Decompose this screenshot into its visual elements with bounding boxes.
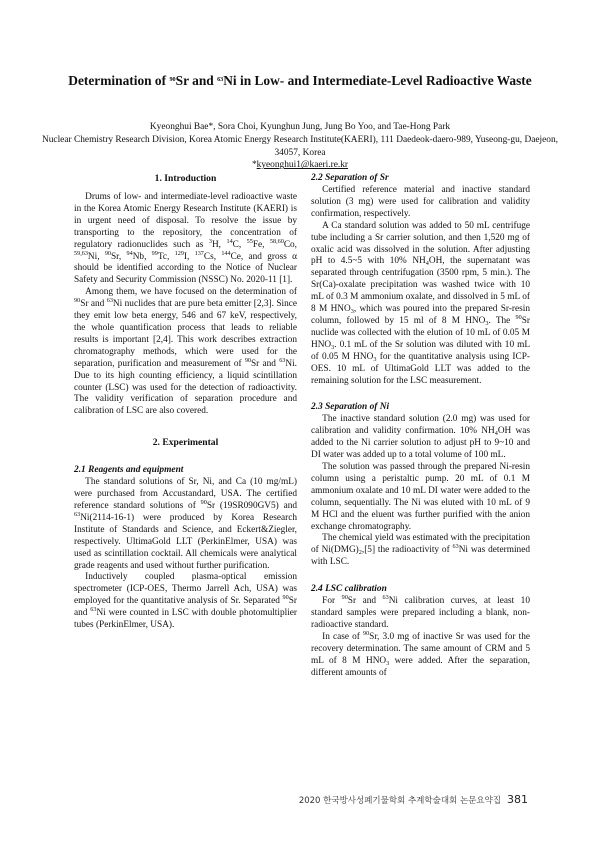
email-line: *kyeonghui1@kaeri.re.kr	[251, 160, 349, 171]
reagents-paragraph-1: The standard solutions of Sr, Ni, and Ca (10 mg/mL) were purchased from Accustandard, USA. The certified reference standard solutions of $^{90}$Sr (19SR090GV5) and $^{63}$Ni(2114-16-1) were produced by Korea Research Institute of Standards and Science, and Eckert&Ziegler, respectively. UltimaGold LLT (PerkinElmer, USA) was used as scintillation cocktail. All chemicals were analytical grade reagents and used without further purification.	[74, 477, 297, 571]
paper-title: Determination of $^{90}$Sr and $^{63}$Ni in Low- and Intermediate-Level Radioactive Waste	[68, 73, 532, 88]
author-names: Kyeonghui Bae*, Sora Choi, Kyunghun Jung, Jung Bo Yoo, and Tae-Hong Park	[149, 122, 451, 132]
subsection-heading-reagents: 2.1 Reagents and equipment	[74, 465, 184, 476]
author-block	[40, 121, 560, 172]
right-column	[311, 172, 530, 680]
lsc-paragraph-2: In case of $^{90}$Sr, 3.0 mg of inactive Sr was used for the recovery determination. The same amount of CRM and 5 mL of 8 M $HNO_3$ were added. After the separation, different amounts of	[311, 629, 530, 678]
sep-ni-paragraph-3: The chemical yield was estimated with the precipitation of $Ni(DMG)_2,[5]$ the radioactivity of $^{63}$Ni was determined with LSC.	[311, 533, 530, 568]
email-link[interactable]: kyeonghui1@kaeri.re.kr	[256, 160, 349, 171]
section-heading-introduction: 1. Introduction	[154, 173, 217, 184]
section-heading-experimental: 2. Experimental	[152, 437, 219, 449]
sep-sr-paragraph-1: Certified reference material and inactive standard solution (3 mg) were used for calibration and validity confirmation, respectively.	[311, 185, 530, 219]
subsection-heading-separation-ni: 2.3 Separation of Ni	[311, 402, 390, 413]
reagents-paragraph-2: Inductively coupled plasma-optical emission spectrometer (ICP-OES, Thermo Jarrell Ach, USA) was employed for the quantitative analysis of Sr. Separated $^{90}$Sr and $^{63}$Ni were counted in LSC with double photomultiplier tubes (PerkinElmer, USA).	[74, 572, 298, 631]
sep-ni-paragraph-2: The solution was passed through the prepared Ni-resin column using a peristaltic pump. 20 mL of 0.1 M ammonium oxalate and 10 mL DI water were added to the column, sequentially. The Ni was eluted with 10 mL of 9 M HCl and the eluent was further purified with the anion exchange chromatography.	[311, 462, 530, 532]
subsection-heading-lsc-calibration: 2.4 LSC calibration	[311, 584, 387, 595]
page-number: 381	[507, 793, 528, 806]
intro-paragraph-1: Drums of low- and intermediate-level radioactive waste in the Korea Atomic Energy Research Institute (KAERI) is in urgent need of disposal. To resolve the issue by transporting to the repository, the concentration of regulatory radionuclides such as $^3$H, $^{14}$C, $^{55}$Fe, $^{58,60}$Co, $^{59,63}$Ni, $^{90}$Sr, $^{94}$Nb, $^{99}$Tc, $^{129}$I, $^{137}$Cs, $^{144}$Ce, and gross α should be identified according to the Notice of Nuclear Safety and Security Commission (NSSC) No. 2020-11 [1].	[74, 192, 298, 286]
affiliation: Nuclear Chemistry Research Division, Korea Atomic Energy Research Institute(KAERI), 111 Daedeok-daero-989, Yuseong-gu, Daejeon, 34057, Korea	[41, 134, 559, 158]
intro-paragraph-2: Among them, we have focused on the determination of $^{90}$Sr and $^{63}$Ni nuclides that are pure beta emitter [2,3]. Since they emit low beta energy, 546 and 67 keV, respectively, the whole quantification process that leads to reliable results is important [2,4]. This work describes extraction chromatography methods, which were used for the separation, purification and measurement of $^{90}$Sr and $^{63}$Ni. Due to its high counting efficiency, a liquid scintillation counter (LSC) was used for the detection of radioactivity. The validity verification of separation procedure and calibration of LSC are also covered.	[74, 287, 297, 417]
footer-proceedings-title: 2020 한국방사성폐기물학회 추계학술대회 논문요약집	[298, 796, 501, 806]
subsection-heading-separation-sr: 2.2 Separation of Sr	[311, 173, 389, 183]
left-column	[74, 172, 297, 632]
sep-sr-paragraph-2: A Ca standard solution was added to 50 mL centrifuge tube including a Sr carrier solution, and then 1,520 mg of oxalic acid was dissolved in the solution. After adjusting pH to 4.5~5 with 10% $NH_4OH$, the supernatant was separated through centrifugation (3500 rpm, 5 min.). The Sr(Ca)-oxalate precipitation was washed twice with 10 mL of 0.3 M ammonium oxalate, and dissolved in 5 mL of 8 M $HNO_3$, which was poured into the prepared Sr-resin column, followed by 15 ml of 8 M $HNO_3$. The $^{90}$Sr nuclide was collected with the elution of 10 mL of 0.05 M $HNO_3$. 0.1 mL of the Sr solution was diluted with 10 mL of 0.05 M $HNO_3$ for the quantitative analysis using ICP-OES. 10 mL of UltimaGold LLT was added to the remaining solution for the LSC measurement.	[311, 220, 531, 386]
lsc-paragraph-1: For $^{90}$Sr and $^{63}$Ni calibration curves, at least 10 standard samples were prepared including a blank, non-radioactive standard.	[311, 594, 530, 630]
sep-ni-paragraph-1: The inactive standard solution (2.0 mg) was used for calibration and validity confirmation. 10% $NH_4OH$ was added to the Ni carrier solution to adjust pH to 9~10 and DI water was added up to a total volume of 100 mL.	[311, 414, 530, 461]
page-footer	[299, 793, 528, 806]
